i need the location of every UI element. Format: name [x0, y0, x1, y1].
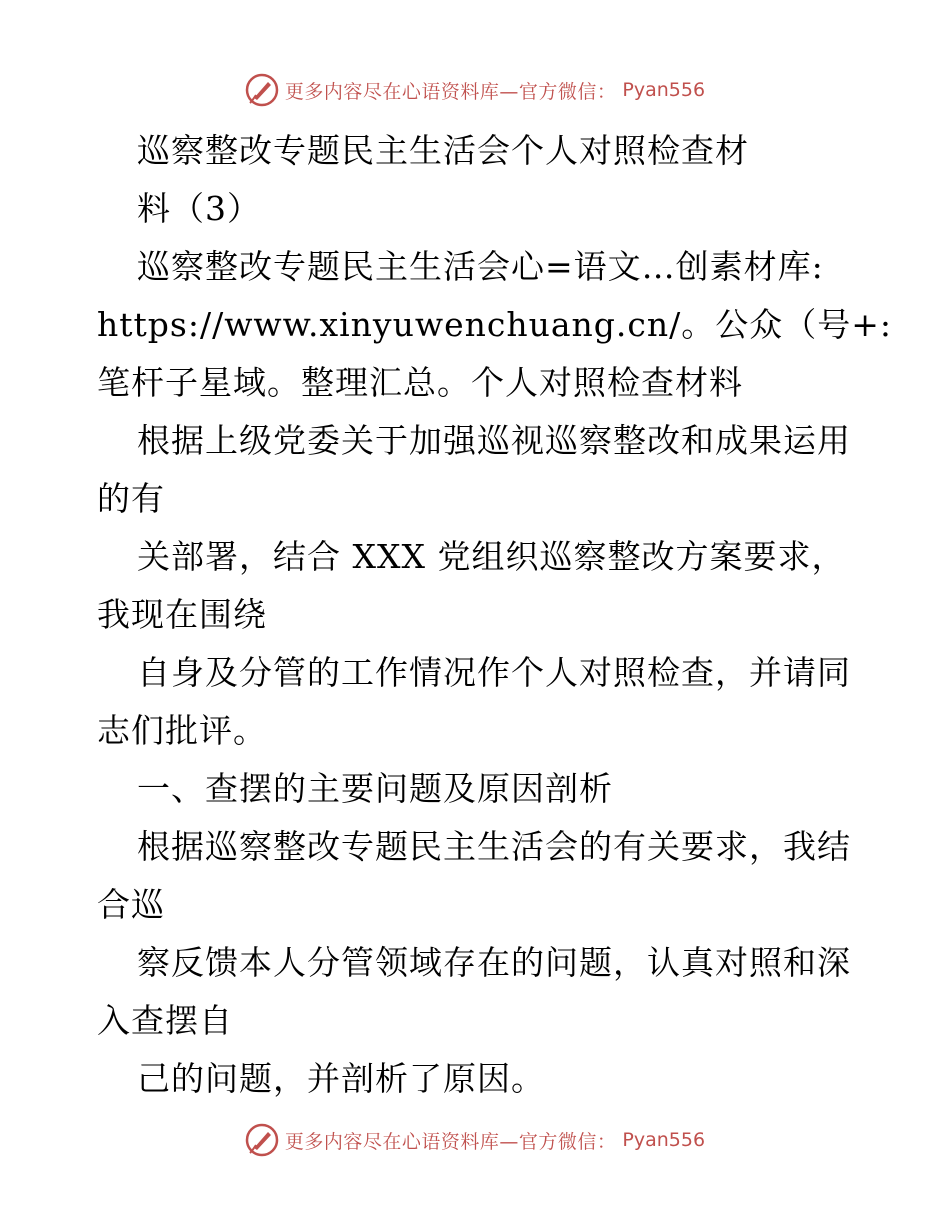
- doc-url-line: https://www.xinyuwenchuang.cn/。公众（号+:: [97, 305, 893, 344]
- footer-watermark: [0, 1120, 950, 1160]
- doc-line: 合巡: [97, 885, 165, 924]
- doc-line: 我现在围绕: [97, 595, 267, 634]
- doc-title-line-1: 巡察整改专题民主生活会个人对照检查材: [137, 131, 749, 170]
- doc-line: 的有: [97, 479, 165, 518]
- doc-line: 笔杆子星域。整理汇总。个人对照检查材料: [97, 363, 743, 402]
- watermark-wechat-id: Pyan556: [622, 79, 706, 101]
- doc-line: 关部署，结合 XXX 党组织巡察整改方案要求，: [137, 537, 846, 576]
- section-heading: 一、查摆的主要问题及原因剖析: [137, 769, 613, 808]
- watermark-text: 更多内容尽在心语资料库—官方微信：: [284, 80, 617, 103]
- quill-logo-icon: [245, 1123, 279, 1157]
- doc-line: 根据上级党委关于加强巡视巡察整改和成果运用: [137, 421, 851, 460]
- doc-line: 察反馈本人分管领域存在的问题，认真对照和深: [137, 943, 851, 982]
- doc-line: 巡察整改专题民主生活会心=语文…创素材库:: [137, 247, 824, 286]
- doc-line: 入查摆自: [97, 1001, 233, 1040]
- doc-line: 志们批评。: [97, 711, 267, 750]
- doc-line: 根据巡察整改专题民主生活会的有关要求，我结: [137, 827, 851, 866]
- doc-line: 自身及分管的工作情况作个人对照检查，并请同: [137, 653, 851, 692]
- quill-logo-icon: [245, 73, 279, 107]
- doc-title-line-2: 料（3）: [137, 189, 261, 228]
- watermark-text: 更多内容尽在心语资料库—官方微信：: [284, 1130, 617, 1153]
- doc-line: 己的问题，并剖析了原因。: [137, 1059, 545, 1098]
- watermark-wechat-id: Pyan556: [622, 1129, 706, 1151]
- document-body: [97, 122, 893, 1108]
- header-watermark: [0, 70, 950, 110]
